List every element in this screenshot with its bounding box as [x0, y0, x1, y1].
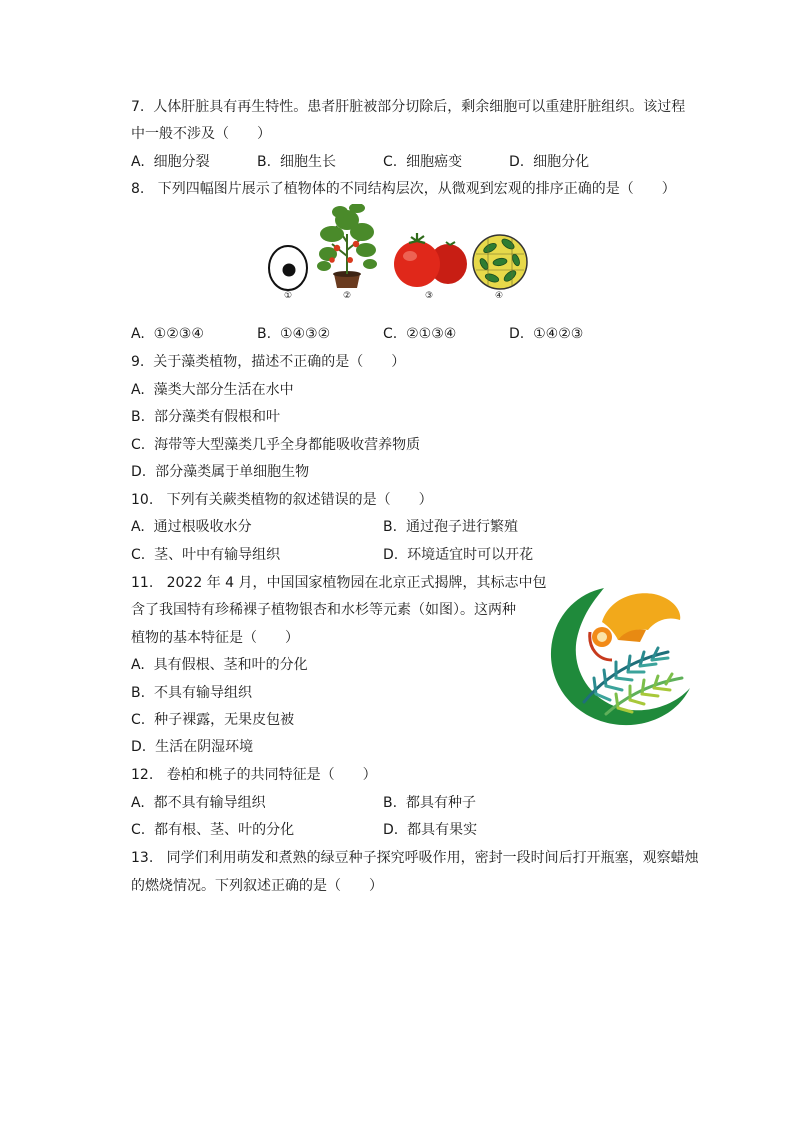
q11-option-d[interactable]: D. 生活在阴湿环境 [131, 739, 254, 755]
q13-stem-line1: 13. 同学们利用萌发和煮熟的绿豆种子探究呼吸作用，密封一段时间后打开瓶塞，观察蜡烛 [131, 850, 699, 866]
figure-label-3: ③ [424, 291, 434, 301]
q7-option-a[interactable]: A. 细胞分裂 [131, 154, 210, 170]
national-botanical-garden-logo [544, 582, 694, 732]
q10-stem: 10. 下列有关蕨类植物的叙述错误的是（ ） [131, 492, 433, 508]
tomato-fruit-image [394, 233, 467, 287]
tomato-plant-image [317, 204, 377, 288]
q9-option-c[interactable]: C. 海带等大型藻类几乎全身都能吸收营养物质 [131, 437, 421, 453]
q11-stem-line2: 含了我国特有珍稀裸子植物银杏和水杉等元素（如图）。这两种 [131, 602, 516, 618]
q10-option-d[interactable]: D. 环境适宜时可以开花 [383, 547, 534, 563]
q7-option-c[interactable]: C. 细胞癌变 [383, 154, 463, 170]
q13-stem-line2: 的燃烧情况。下列叙述正确的是（ ） [131, 878, 383, 894]
q12-option-d[interactable]: D. 都具有果实 [383, 822, 478, 838]
cell-image [269, 246, 307, 290]
q12-option-a[interactable]: A. 都不具有输导组织 [131, 795, 266, 811]
q11-stem-line1: 11. 2022 年 4 月，中国国家植物园在北京正式揭牌，其标志中包 [131, 575, 547, 591]
q8-option-b[interactable]: B. ①④③② [257, 326, 331, 342]
plant-structure-levels-figure [262, 204, 532, 302]
figure-label-4: ④ [494, 291, 504, 301]
q8-option-a[interactable]: A. ①②③④ [131, 326, 204, 342]
q11-option-b[interactable]: B. 不具有输导组织 [131, 685, 252, 701]
q9-option-a[interactable]: A. 藻类大部分生活在水中 [131, 382, 294, 398]
q7-stem-line1: 7. 人体肝脏具有再生特性。患者肝脏被部分切除后，剩余细胞可以重建肝脏组织。该过程 [131, 99, 686, 115]
plant-tissue-image [473, 235, 527, 289]
q8-option-c[interactable]: C. ②①③④ [383, 326, 457, 342]
q7-option-d[interactable]: D. 细胞分化 [509, 154, 590, 170]
figure-label-1: ① [283, 291, 293, 301]
q10-option-b[interactable]: B. 通过孢子进行繁殖 [383, 519, 518, 535]
q12-option-c[interactable]: C. 都有根、茎、叶的分化 [131, 822, 295, 838]
q7-stem-line2: 中一般不涉及（ ） [131, 126, 271, 142]
q9-option-d[interactable]: D. 部分藻类属于单细胞生物 [131, 464, 310, 480]
q11-option-c[interactable]: C. 种子裸露，无果皮包被 [131, 712, 295, 728]
q10-option-a[interactable]: A. 通过根吸收水分 [131, 519, 252, 535]
q9-stem: 9. 关于藻类植物，描述不正确的是（ ） [131, 354, 406, 370]
q8-option-d[interactable]: D. ①④②③ [509, 326, 584, 342]
q11-stem-line3: 植物的基本特征是（ ） [131, 630, 299, 646]
figure-label-2: ② [342, 291, 352, 301]
q11-option-a[interactable]: A. 具有假根、茎和叶的分化 [131, 657, 308, 673]
q9-option-b[interactable]: B. 部分藻类有假根和叶 [131, 409, 280, 425]
q12-stem: 12. 卷柏和桃子的共同特征是（ ） [131, 767, 377, 783]
q12-option-b[interactable]: B. 都具有种子 [383, 795, 476, 811]
q7-option-b[interactable]: B. 细胞生长 [257, 154, 336, 170]
q10-option-c[interactable]: C. 茎、叶中有输导组织 [131, 547, 281, 563]
q8-stem: 8. 下列四幅图片展示了植物体的不同结构层次，从微观到宏观的排序正确的是（ ） [131, 181, 676, 197]
